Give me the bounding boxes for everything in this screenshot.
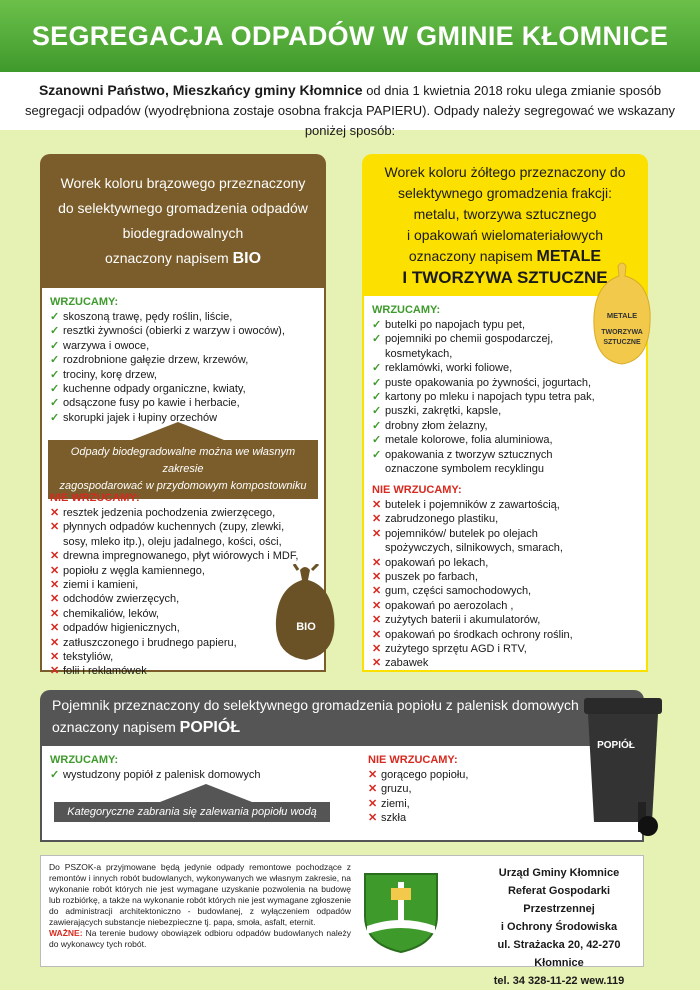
cross-icon: ✕ bbox=[50, 607, 60, 620]
metals-yes-title: WRZUCAMY: bbox=[372, 304, 441, 316]
list-item-text: ziemi, bbox=[381, 797, 410, 810]
ash-marked-label: POPIÓŁ bbox=[179, 719, 241, 736]
metals-bag-label: SZTUCZNE bbox=[603, 339, 641, 346]
footer-note bbox=[49, 862, 351, 950]
bio-head-line: do selektywnego gromadzenia odpadów bbox=[58, 200, 308, 216]
list-item-text: spożywczych, silnikowych, smarach, bbox=[385, 542, 563, 555]
list-item-text: puste opakowania po żywności, jogurtach, bbox=[385, 376, 592, 389]
list-item-text: rozdrobnione gałęzie drzew, krzewów, bbox=[63, 354, 249, 367]
list-item bbox=[368, 768, 548, 782]
metals-head-line: Worek koloru żółtego przeznaczony do bbox=[384, 164, 626, 180]
ash-no-list bbox=[368, 768, 548, 826]
cross-icon: ✕ bbox=[50, 665, 60, 678]
bio-compost-note bbox=[48, 440, 318, 499]
cross-icon: ✕ bbox=[368, 797, 378, 810]
list-item bbox=[372, 318, 638, 332]
list-item-text: zużytego sprzętu AGD i RTV, bbox=[385, 643, 527, 656]
check-icon: ✓ bbox=[372, 333, 382, 346]
list-item bbox=[368, 811, 548, 825]
list-item bbox=[372, 613, 642, 627]
cross-icon: ✕ bbox=[372, 513, 382, 526]
list-item bbox=[372, 541, 642, 555]
list-item bbox=[372, 498, 642, 512]
list-item-text: folii i reklamówek bbox=[63, 665, 147, 678]
list-item bbox=[50, 396, 316, 410]
list-item-text: oznaczone symbolem recyklingu bbox=[385, 463, 544, 476]
check-icon: ✓ bbox=[372, 376, 382, 389]
ash-bin-icon bbox=[578, 694, 668, 840]
page-header bbox=[0, 0, 700, 72]
list-item bbox=[372, 628, 642, 642]
list-item bbox=[372, 642, 642, 656]
metals-list-card bbox=[362, 296, 648, 672]
metals-head-line: i opakowań wielomateriałowych bbox=[406, 227, 604, 243]
metals-marked-label: METALE bbox=[536, 248, 602, 265]
list-item-text: kosmetykach, bbox=[385, 347, 453, 360]
arrow-up-icon bbox=[132, 422, 224, 440]
list-item-text: zabawek bbox=[385, 657, 429, 670]
list-item-text: popiołu z węgla kamiennego, bbox=[63, 564, 205, 577]
list-item bbox=[372, 462, 638, 476]
footer-text: Do PSZOK-a przyjmowane będą jedynie odpady remontowe pochodzące z remontów i innych robót budowlanych, wykonywanych we własnym zakresie, na wykonanie robót których nie jest wymagane uzyskanie pozwolenia na budowę lub rozbiórkę, a także na wykonanie robót których nie jest wymagane zgłoszenie do administracji architektoniczno - budowlanej, z wyłączeniem odpadów zawierających substancje niebezpieczne tj. papa, smoła, asfalt, eternit. bbox=[49, 862, 351, 927]
list-item-text: drewna impregnowanego, płyt wiórowych i MDF, bbox=[63, 550, 299, 563]
cross-icon: ✕ bbox=[372, 571, 382, 584]
metals-marked-label-2: I TWORZYWA SZTUCZNE bbox=[402, 268, 608, 287]
ash-head-marked bbox=[52, 716, 632, 739]
metals-no-title: NIE WRZUCAMY: bbox=[372, 484, 462, 496]
list-item bbox=[372, 433, 638, 447]
list-item-text: butelek i pojemników z zawartością, bbox=[385, 499, 560, 511]
note-line: zagospodarować w przydomowym kompostowniku bbox=[59, 480, 307, 492]
list-item-text: resztki żywności (obierki z warzyw i owoców), bbox=[63, 325, 285, 338]
cross-icon: ✕ bbox=[50, 593, 60, 606]
list-item-text: zabrudzonego plastiku, bbox=[385, 513, 499, 526]
cross-icon: ✕ bbox=[372, 599, 382, 612]
cross-icon: ✕ bbox=[50, 550, 60, 563]
list-item bbox=[368, 782, 548, 796]
check-icon: ✓ bbox=[372, 434, 382, 447]
list-item-text: trociny, korę drzew, bbox=[63, 368, 157, 381]
list-item bbox=[372, 570, 642, 584]
intro-line2: segregacji odpadów (wyodrębniona zostaje osobna frakcja PAPIERU). Odpady należy segregować we wskazany poniżej sposób: bbox=[24, 103, 676, 138]
cross-icon: ✕ bbox=[50, 622, 60, 635]
footer-warn-label: WAŻNE: bbox=[49, 928, 83, 938]
cross-icon: ✕ bbox=[50, 507, 60, 519]
list-item bbox=[50, 353, 316, 367]
check-icon: ✓ bbox=[372, 319, 382, 331]
list-item bbox=[50, 310, 316, 324]
bio-yes-list bbox=[50, 310, 316, 425]
list-item bbox=[372, 656, 642, 670]
list-item bbox=[372, 448, 638, 462]
metals-bag-label: TWORZYWA bbox=[601, 329, 643, 336]
cross-icon: ✕ bbox=[50, 521, 60, 534]
marked-prefix: oznaczony napisem bbox=[52, 719, 180, 735]
footer-warn-text: Na terenie budowy obowiązek odbioru odpadów budowlanych należy do wykonawcy tych robót. bbox=[49, 928, 351, 949]
check-icon: ✓ bbox=[50, 411, 60, 424]
list-item-text: gruzu, bbox=[381, 783, 412, 796]
check-icon: ✓ bbox=[50, 311, 60, 323]
cross-icon: ✕ bbox=[50, 636, 60, 649]
list-item bbox=[372, 512, 642, 526]
list-item-text: opakowań po środkach ochrony roślin, bbox=[385, 628, 573, 641]
list-item-text: pojemniki po chemii gospodarczej, bbox=[385, 333, 554, 346]
list-item bbox=[372, 390, 638, 404]
list-item bbox=[372, 404, 638, 418]
office-line: Referat Gospodarki Przestrzennej bbox=[507, 885, 611, 915]
list-item bbox=[372, 419, 638, 433]
list-item-text: opakowań po lekach, bbox=[385, 556, 489, 569]
bio-bag-label: BIO bbox=[296, 621, 316, 633]
office-line: tel. 34 328-11-22 wew.119 bbox=[493, 975, 625, 987]
list-item bbox=[50, 382, 316, 396]
intro-text bbox=[0, 72, 700, 138]
list-item-text: tekstyliów, bbox=[63, 651, 114, 664]
list-item-text: reklamówki, worki foliowe, bbox=[385, 362, 513, 375]
list-item-text: resztek jedzenia pochodzenia zwierzęcego, bbox=[63, 507, 276, 519]
list-item bbox=[50, 520, 320, 534]
list-item-text: odsączone fusy po kawie i herbacie, bbox=[63, 397, 240, 410]
list-item bbox=[372, 376, 638, 390]
check-icon: ✓ bbox=[372, 391, 382, 404]
cross-icon: ✕ bbox=[372, 643, 382, 656]
note-line: Odpady biodegradowalne można we własnym zakresie bbox=[70, 446, 296, 475]
intro-line1: od dnia 1 kwietnia 2018 roku ulega zmianie sposób bbox=[362, 83, 662, 98]
marked-prefix: oznaczony napisem bbox=[104, 250, 233, 266]
list-item-text: płynnych odpadów kuchennych (zupy, zlewki, bbox=[63, 521, 285, 534]
office-line: i Ochrony Środowiska bbox=[500, 921, 618, 933]
marked-prefix: oznaczony napisem bbox=[408, 248, 537, 264]
check-icon: ✓ bbox=[50, 368, 60, 381]
metals-head-line: metalu, tworzywa sztucznego bbox=[413, 206, 597, 222]
footer bbox=[40, 855, 644, 987]
bio-head-line: biodegradowalnych bbox=[122, 225, 244, 241]
check-icon: ✓ bbox=[372, 448, 382, 461]
check-icon: ✓ bbox=[50, 397, 60, 410]
list-item bbox=[50, 664, 320, 678]
list-item bbox=[50, 506, 320, 520]
bio-head-marked bbox=[40, 246, 326, 271]
list-item-text: gum, części samochodowych, bbox=[385, 585, 532, 598]
office-address bbox=[475, 864, 643, 990]
ash-no-title: NIE WRZUCAMY: bbox=[368, 754, 458, 766]
metals-no-list bbox=[372, 498, 642, 671]
bio-head-line: Worek koloru brązowego przeznaczony bbox=[60, 175, 306, 191]
list-item bbox=[50, 535, 320, 549]
list-item bbox=[372, 361, 638, 375]
metals-yes-list bbox=[372, 318, 638, 476]
list-item bbox=[372, 556, 642, 570]
list-item bbox=[50, 339, 316, 353]
list-item bbox=[372, 599, 642, 613]
cross-icon: ✕ bbox=[372, 657, 382, 670]
cross-icon: ✕ bbox=[50, 564, 60, 577]
cross-icon: ✕ bbox=[368, 783, 378, 796]
list-item bbox=[368, 797, 548, 811]
list-item-text: szkła bbox=[381, 812, 407, 825]
ash-bin-label: POPIÓŁ bbox=[597, 740, 635, 751]
bio-list-card bbox=[40, 288, 326, 678]
list-item bbox=[372, 584, 642, 598]
list-item-text: skorupki jajek i łupiny orzechów bbox=[63, 411, 218, 424]
check-icon: ✓ bbox=[50, 339, 60, 352]
bio-yes-title: WRZUCAMY: bbox=[50, 296, 119, 308]
list-item-text: chemikaliów, leków, bbox=[63, 607, 159, 620]
list-item-text: zużytych baterii i akumulatorów, bbox=[385, 614, 541, 627]
bio-no-title: NIE WRZUCAMY: bbox=[50, 492, 140, 504]
list-item-text: butelki po napojach typu pet, bbox=[385, 319, 526, 331]
check-icon: ✓ bbox=[372, 419, 382, 432]
page-title: SEGREGACJA ODPADÓW W GMINIE KŁOMNICE bbox=[31, 20, 669, 51]
bio-marked-label: BIO bbox=[232, 250, 262, 267]
list-item-text: puszki, zakrętki, kapsle, bbox=[385, 405, 502, 418]
list-item bbox=[50, 549, 320, 563]
cross-icon: ✕ bbox=[372, 585, 382, 598]
ash-water-note: Kategoryczne zabrania się zalewania popiołu wodą bbox=[54, 802, 330, 822]
ash-head-line: Pojemnik przeznaczony do selektywnego gromadzenia popiołu z palenisk domowych bbox=[52, 697, 579, 713]
cross-icon: ✕ bbox=[372, 614, 382, 627]
check-icon: ✓ bbox=[50, 354, 60, 367]
ash-bin-header bbox=[40, 690, 644, 746]
list-item-text: metale kolorowe, folia aluminiowa, bbox=[385, 434, 553, 447]
list-item bbox=[50, 368, 316, 382]
check-icon: ✓ bbox=[372, 405, 382, 418]
list-item-text: odchodów zwierzęcych, bbox=[63, 593, 180, 606]
metals-head-line: selektywnego gromadzenia frakcji: bbox=[398, 185, 612, 201]
list-item-text: skoszoną trawę, pędy roślin, liście, bbox=[63, 311, 233, 323]
ash-list-card bbox=[40, 746, 644, 842]
list-item-text: opakowań po aerozolach , bbox=[385, 599, 514, 612]
cross-icon: ✕ bbox=[368, 769, 378, 781]
cross-icon: ✕ bbox=[50, 579, 60, 592]
list-item-text: pojemników/ butelek po olejach bbox=[385, 527, 538, 540]
cross-icon: ✕ bbox=[50, 651, 60, 664]
cross-icon: ✕ bbox=[368, 812, 378, 825]
check-icon: ✓ bbox=[50, 325, 60, 338]
check-icon: ✓ bbox=[50, 769, 60, 781]
intro-greeting: Szanowni Państwo, Mieszkańcy gminy Kłomnice bbox=[38, 82, 363, 98]
list-item bbox=[372, 332, 638, 346]
arrow-up-icon bbox=[160, 784, 252, 802]
list-item-text: sosy, mleko itp.), oleju jadalnego, kości, ości, bbox=[63, 535, 282, 548]
list-item-text: gorącego popiołu, bbox=[381, 769, 469, 781]
list-item-text: wystudzony popiół z palenisk domowych bbox=[63, 769, 261, 781]
office-line: ul. Strażacka 20, 42-270 Kłomnice bbox=[497, 939, 621, 969]
list-item bbox=[50, 768, 350, 782]
office-line: Urząd Gminy Kłomnice bbox=[498, 867, 620, 879]
municipal-crest-icon bbox=[361, 870, 441, 954]
list-item bbox=[50, 324, 316, 338]
brown-bag-icon bbox=[270, 564, 340, 664]
ash-yes-title: WRZUCAMY: bbox=[50, 754, 119, 766]
cross-icon: ✕ bbox=[372, 628, 382, 641]
list-item-text: odpadów higienicznych, bbox=[63, 622, 180, 635]
list-item-text: drobny złom żelazny, bbox=[385, 419, 488, 432]
list-item-text: kartony po mleku i napojach typu tetra pak, bbox=[385, 391, 595, 404]
list-item-text: ziemi i kamieni, bbox=[63, 579, 139, 592]
metals-bag-label: METALE bbox=[606, 311, 638, 320]
cross-icon: ✕ bbox=[372, 556, 382, 569]
list-item-text: kuchenne odpady organiczne, kwiaty, bbox=[63, 383, 246, 396]
list-item bbox=[372, 347, 638, 361]
cross-icon: ✕ bbox=[372, 527, 382, 540]
bio-bag-header bbox=[40, 154, 326, 288]
list-item-text: zatłuszczonego i brudnego papieru, bbox=[63, 636, 237, 649]
list-item-text: warzywa i owoce, bbox=[63, 339, 150, 352]
check-icon: ✓ bbox=[372, 362, 382, 375]
cross-icon: ✕ bbox=[372, 499, 382, 511]
ash-yes-list bbox=[50, 768, 350, 782]
list-item-text: puszek po farbach, bbox=[385, 571, 478, 584]
list-item-text: opakowania z tworzyw sztucznych bbox=[385, 448, 553, 461]
check-icon: ✓ bbox=[50, 383, 60, 396]
list-item bbox=[372, 527, 642, 541]
